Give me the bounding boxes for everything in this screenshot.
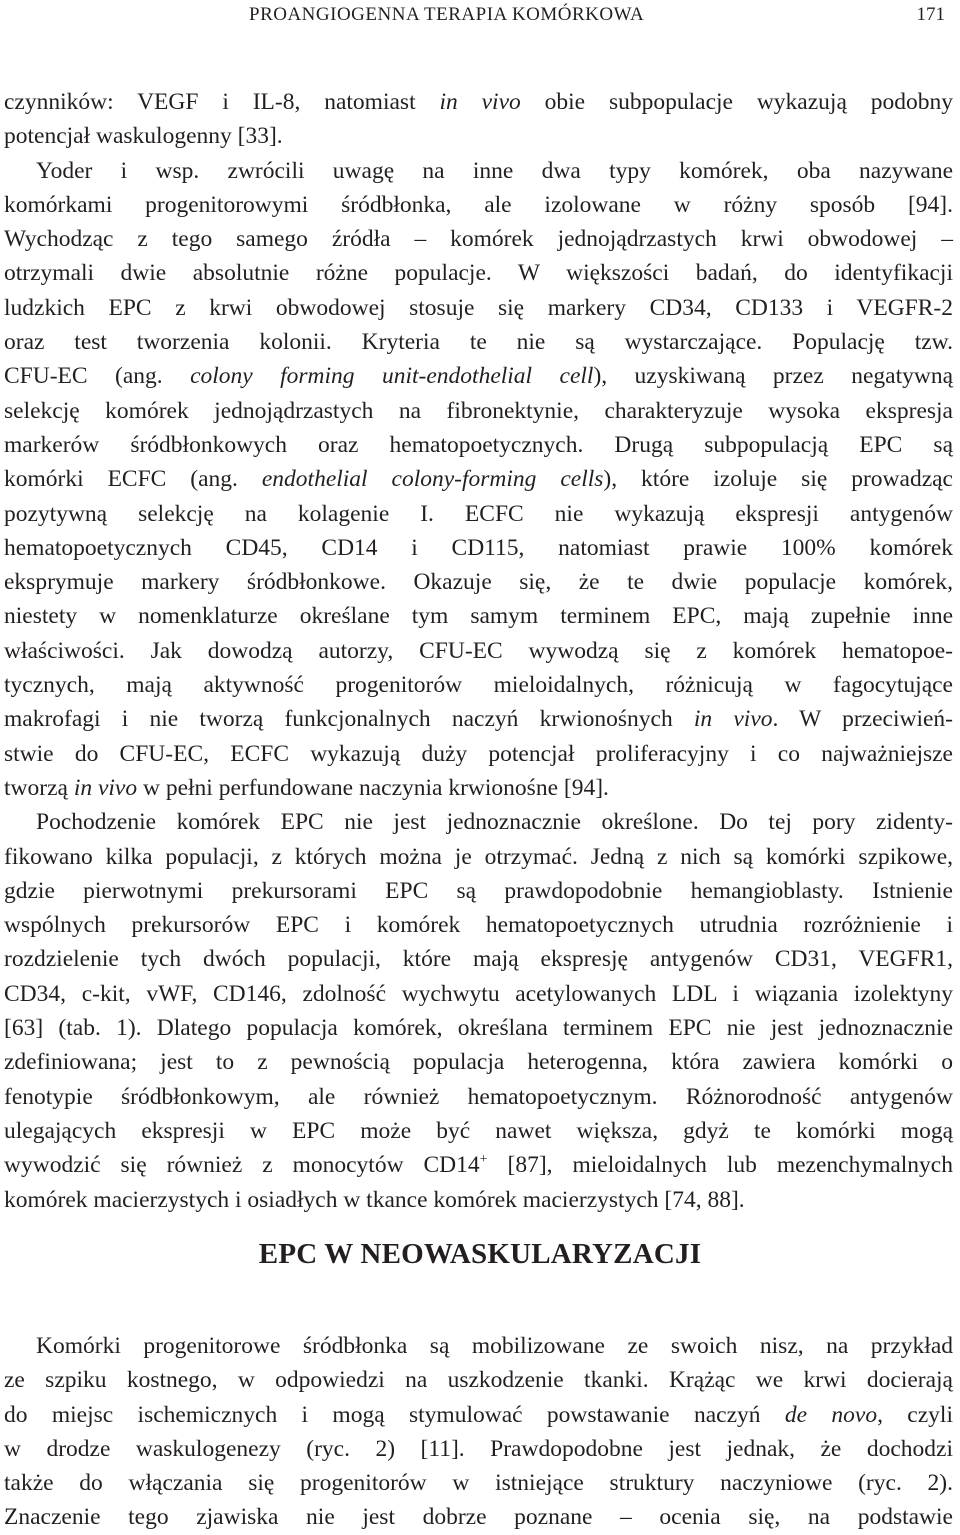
- text-line: [4, 1329, 953, 1363]
- text-run: czynników: VEGF i IL-8, natomiast: [4, 89, 440, 115]
- text-run: ), które izoluje się prowadząc: [603, 466, 953, 493]
- text-line: [4, 1045, 953, 1079]
- text-line: [4, 325, 953, 359]
- text-run: Pochodzenie komórek EPC nie jest jednoznacznie określone. Do tej pory zidenty-: [36, 809, 953, 836]
- text-run: ze szpiku kostnego, w odpowiedzi na uszkodzenie tkanki. Krążąc we krwi docierają: [4, 1367, 953, 1394]
- text-line: [4, 154, 953, 188]
- text-run: Yoder i wsp. zwrócili uwagę na inne dwa typy komórek, oba nazywane: [36, 157, 953, 184]
- text-run: wywodzić się również z monocytów CD14: [4, 1152, 480, 1179]
- text-run: oraz test tworzenia kolonii. Kryteria te nie są wystarczające. Populację tzw.: [4, 329, 953, 356]
- text-line: [4, 805, 953, 839]
- text-run: eksprymuje markery śródbłonkowe. Okazuje się, że te dwie populacje komórek,: [4, 569, 953, 596]
- text-run: zdefiniowana; jest to z pewnością populacja heterogenna, która zawiera komórki o: [4, 1049, 953, 1076]
- text-line: [4, 291, 953, 325]
- text-run: tworzą: [4, 774, 74, 801]
- text-run: ), uzyskiwaną przez negatywną: [593, 363, 954, 390]
- text-line: [4, 1432, 953, 1466]
- text-line: [4, 85, 953, 119]
- text-run: stwie do CFU-EC, ECFC wykazują duży potencjał proliferacyjny i co najważniejsze: [4, 740, 953, 767]
- text-line: [4, 359, 953, 393]
- text-run: . W przeciwień-: [772, 706, 953, 733]
- text-run: komórek macierzystych i osiadłych w tkance komórek macierzystych [74, 88].: [4, 1186, 745, 1213]
- text-run: rozdzielenie tych dwóch populacji, które mają ekspresję antygenów CD31, VEGFR1,: [4, 946, 953, 973]
- text-line: [4, 497, 953, 531]
- text-line: [4, 702, 953, 736]
- text-line: [4, 874, 953, 908]
- text-line: [4, 188, 953, 222]
- text-line: [4, 428, 953, 462]
- running-title: PROANGIOGENNA TERAPIA KOMÓRKOWA: [249, 4, 645, 25]
- text-line: [4, 840, 953, 874]
- page-number: 171: [916, 4, 945, 25]
- text-line: [4, 634, 953, 668]
- text-run: CFU-EC (ang.: [4, 363, 191, 390]
- text-run: fikowano kilka populacji, z których można je otrzymać. Jedną z nich są komórki szpikowe,: [4, 843, 953, 870]
- text-line: [4, 942, 953, 976]
- body-text-block-1: [4, 85, 953, 1217]
- text-run: selekcję komórek jednojądrzastych na fibronektynie, charakteryzuje wysoka ekspresja: [4, 397, 953, 424]
- text-line: [4, 1500, 953, 1534]
- italic-term: in vivo: [439, 89, 521, 115]
- text-line: [4, 462, 953, 496]
- section-heading: EPC W NEOWASKULARYZACJI: [258, 1238, 702, 1270]
- text-line: [4, 222, 953, 256]
- text-run: fenotypie śródbłonkowym, ale również hematopoetycznym. Różnorodność antygenów: [4, 1083, 953, 1110]
- text-run: markerów śródbłonkowych oraz hematopoetycznych. Drugą subpopulacją EPC są: [4, 431, 953, 458]
- text-run: w drodze waskulogenezy (ryc. 2) [11]. Prawdopodobne jest jednak, że dochodzi: [4, 1435, 953, 1462]
- text-line: [4, 668, 953, 702]
- text-line: [4, 599, 953, 633]
- italic-term: de novo: [784, 1401, 878, 1428]
- text-line: [4, 531, 953, 565]
- text-run: [63] (tab. 1). Dlatego populacja komórek, określana terminem EPC nie jest jednoznacznie: [4, 1015, 953, 1042]
- italic-term: colony forming unit-endothelial cell: [190, 363, 594, 390]
- text-line: [4, 119, 953, 153]
- text-run: właściwości. Jak dowodzą autorzy, CFU-EC wywodzą się z komórek hematopoe-: [4, 637, 953, 664]
- text-run: gdzie pierwotnymi prekursorami EPC są prawdopodobnie hemangioblasty. Istnienie: [4, 877, 953, 904]
- text-run: , czyli: [877, 1401, 953, 1428]
- text-run: ulegających ekspresji w EPC może być nawet większa, gdyż te komórki mogą: [4, 1117, 953, 1144]
- text-run: komórkami progenitorowymi śródbłonka, ale izolowane w różny sposób [94].: [4, 191, 953, 218]
- text-run: CD34, c-kit, vWF, CD146, zdolność wychwytu acetylowanych LDL i wiązania izolektyny: [4, 980, 953, 1007]
- text-run: pozytywną selekcję na kolagenie I. ECFC nie wykazują ekspresji antygenów: [4, 500, 953, 527]
- superscript: +: [479, 1152, 488, 1168]
- text-line: [4, 1398, 953, 1432]
- body-text-block-2: [4, 1329, 953, 1535]
- text-line: [4, 565, 953, 599]
- text-run: Znaczenie tego zjawiska nie jest dobrze poznane – ocenia się, na podstawie: [4, 1504, 953, 1531]
- text-line: [4, 737, 953, 771]
- text-run: potencjał waskulogenny [33].: [4, 123, 283, 150]
- text-run: w pełni perfundowane naczynia krwionośne [94].: [137, 774, 609, 801]
- text-run: ludzkich EPC z krwi obwodowej stosuje się markery CD34, CD133 i VEGFR-2: [4, 294, 953, 321]
- text-line: [4, 1466, 953, 1500]
- text-line: [4, 256, 953, 290]
- text-run: także do włączania się progenitorów w istniejące struktury naczyniowe (ryc. 2).: [4, 1470, 953, 1497]
- text-run: do miejsc ischemicznych i mogą stymulować powstawanie naczyń: [4, 1401, 785, 1428]
- text-line: [4, 1148, 953, 1182]
- text-run: Komórki progenitorowe śródbłonka są mobilizowane ze swoich nisz, na przykład: [36, 1333, 953, 1359]
- text-run: otrzymali dwie absolutnie różne populacje. W większości badań, do identyfikacji: [4, 260, 953, 287]
- text-run: [87], mieloidalnych lub mezenchymalnych: [487, 1152, 953, 1179]
- text-line: [4, 1011, 953, 1045]
- text-line: [4, 771, 953, 805]
- text-run: Wychodząc z tego samego źródła – komórek jednojądrzastych krwi obwodowej –: [4, 226, 953, 253]
- text-line: [4, 977, 953, 1011]
- text-run: wspólnych prekursorów EPC i komórek hematopoetycznych utrudnia rozróżnienie i: [4, 912, 953, 939]
- text-line: [4, 1114, 953, 1148]
- italic-term: endothelial colony-forming cells: [261, 466, 604, 493]
- running-header: [0, 4, 960, 30]
- text-run: tycznych, mają aktywność progenitorów mieloidalnych, różnicują w fagocytujące: [4, 672, 953, 699]
- italic-term: in vivo: [693, 706, 773, 733]
- text-line: [4, 1363, 953, 1397]
- text-run: komórki ECFC (ang.: [4, 466, 262, 493]
- text-line: [4, 908, 953, 942]
- text-line: [4, 1183, 953, 1217]
- italic-term: in vivo: [73, 774, 138, 801]
- text-line: [4, 394, 953, 428]
- text-run: niestety w nomenklaturze określane tym samym terminem EPC, mają zupełnie inne: [4, 603, 953, 630]
- text-run: hematopoetycznych CD45, CD14 i CD115, natomiast prawie 100% komórek: [4, 534, 953, 561]
- text-run: obie subpopulacje wykazują podobny: [520, 89, 953, 115]
- text-run: makrofagi i nie tworzą funkcjonalnych naczyń krwionośnych: [4, 706, 694, 733]
- text-line: [4, 1080, 953, 1114]
